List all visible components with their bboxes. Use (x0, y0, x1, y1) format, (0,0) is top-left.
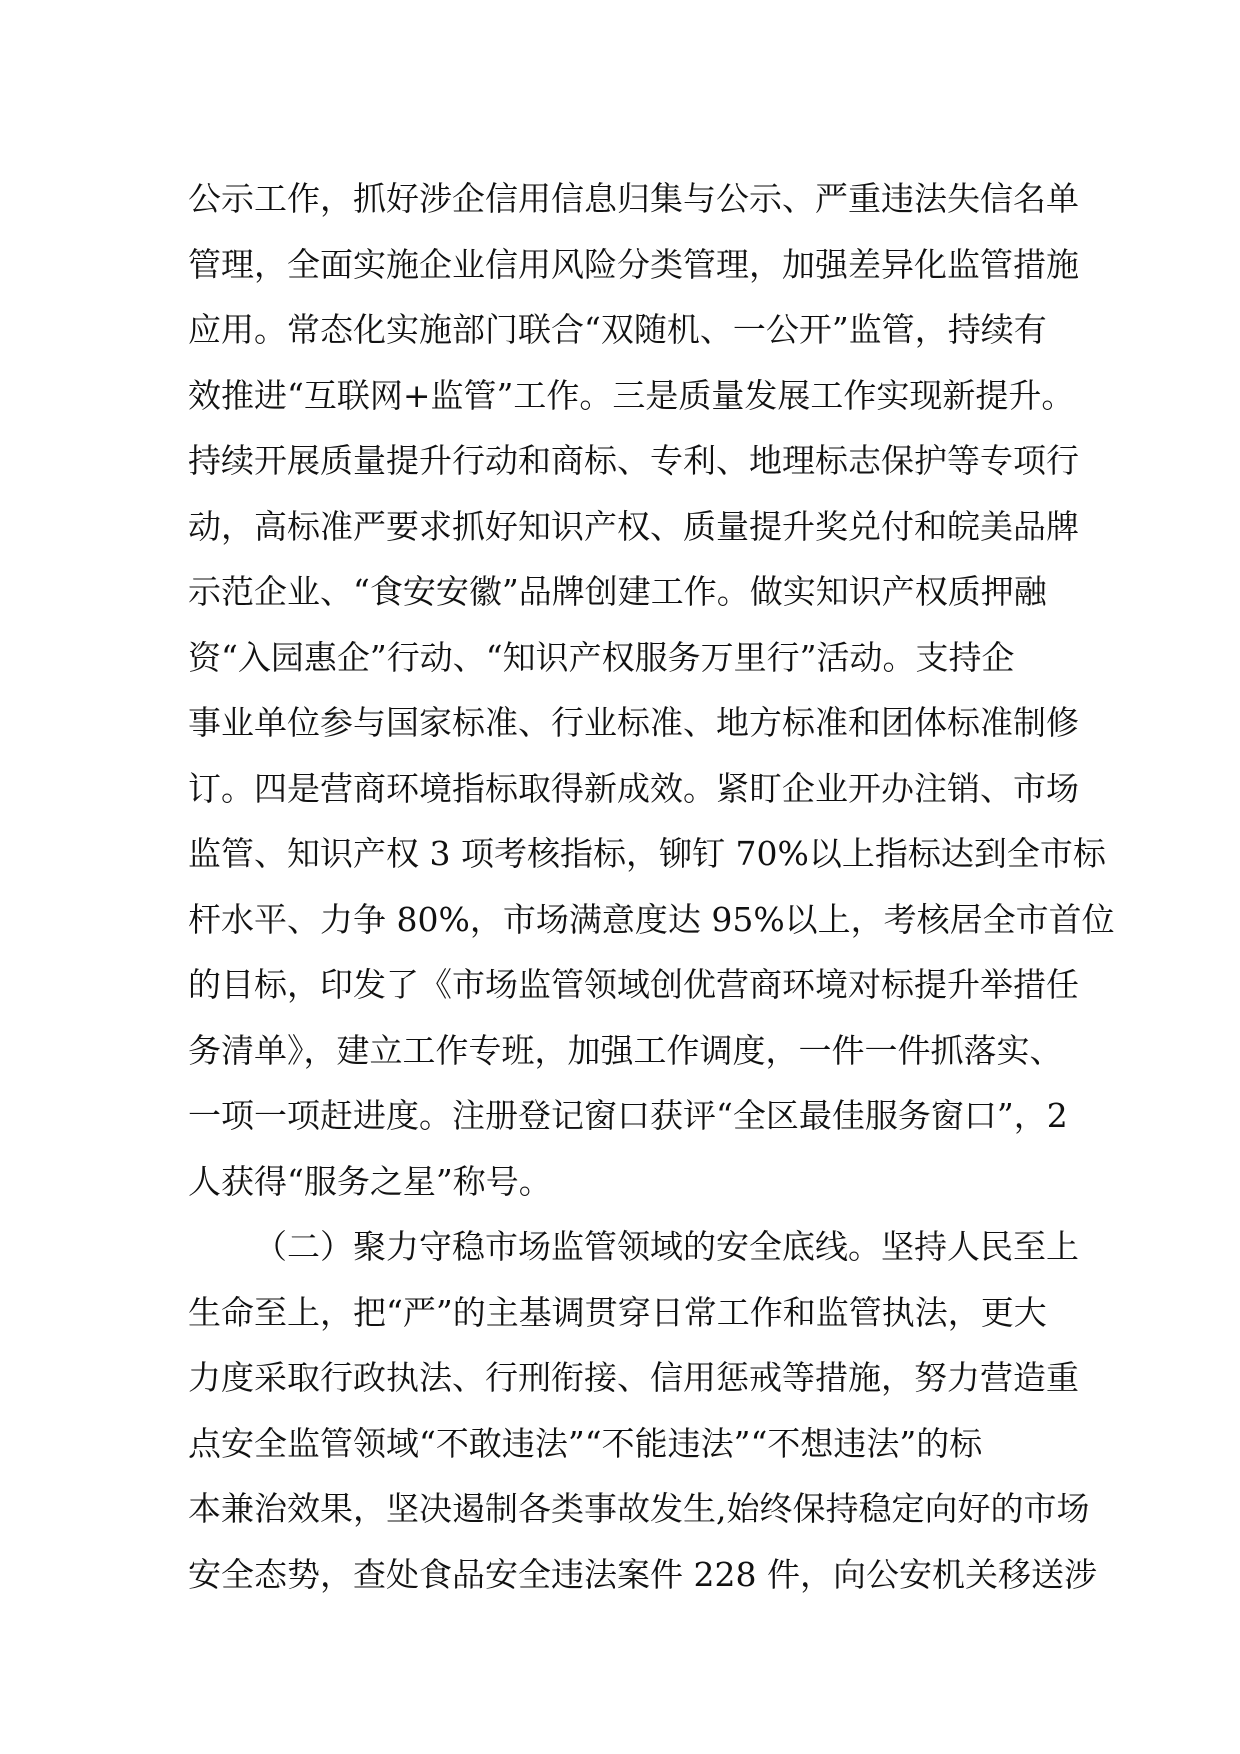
text-line: 本兼治效果，坚决遏制各类事故发生,始终保持稳定向好的市场 (188, 1489, 1090, 1528)
section-heading-line: （二）聚力守稳市场监管领域的安全底线。坚持人民至上 (254, 1227, 1079, 1266)
text-line: 订。四是营商环境指标取得新成效。紧盯企业开办注销、市场 (188, 768, 1079, 808)
text-line: 务清单》，建立工作专班，加强工作调度，一件一件抓落实、 (188, 1030, 1063, 1070)
text-line: 安全态势，查处食品安全违法案件 228 件，向公安机关移送涉 (188, 1554, 1097, 1594)
body-text (188, 166, 1115, 1607)
text-line: 力度采取行政执法、行刑衔接、信用惩戒等措施，努力营造重 (188, 1358, 1079, 1397)
text-line: 资“入园惠企”行动、“知识产权服务万里行”活动。支持企 (188, 637, 1015, 677)
text-line: 示范企业、“食安安徽”品牌创建工作。做实知识产权质押融 (188, 572, 1047, 611)
text-line: 监管、知识产权 3 项考核指标，铆钉 70%以上指标达到全市标 (188, 834, 1106, 873)
text-line: 杆水平、力争 80%，市场满意度达 95%以上，考核居全市首位 (188, 899, 1115, 939)
text-line: 点安全监管领域“不敢违法”“不能违法”“不想违法”的标 (188, 1423, 983, 1463)
text-line: 事业单位参与国家标准、行业标准、地方标准和团体标准制修 (188, 703, 1079, 742)
text-line: 应用。常态化实施部门联合“双随机、一公开”监管，持续有 (188, 310, 1047, 349)
text-line: 持续开展质量提升行动和商标、专利、地理标志保护等专项行 (188, 441, 1079, 480)
text-line: 管理，全面实施企业信用风险分类管理，加强差异化监管措施 (188, 244, 1079, 284)
text-line: 动，高标准严要求抓好知识产权、质量提升奖兑付和皖美品牌 (188, 506, 1079, 546)
text-line: 一项一项赶进度。注册登记窗口获评“全区最佳服务窗口”，2 (188, 1096, 1068, 1135)
text-line: 人获得“服务之星”称号。 (188, 1161, 552, 1201)
text-line: 公示工作，抓好涉企信用信息归集与公示、严重违法失信名单 (188, 179, 1079, 218)
text-line: 的目标，印发了《市场监管领域创优营商环境对标提升举措任 (188, 965, 1079, 1004)
text-line: 效推进“互联网+监管”工作。三是质量发展工作实现新提升。 (188, 375, 1075, 415)
text-line: 生命至上，把“严”的主基调贯穿日常工作和监管执法，更大 (188, 1292, 1047, 1332)
